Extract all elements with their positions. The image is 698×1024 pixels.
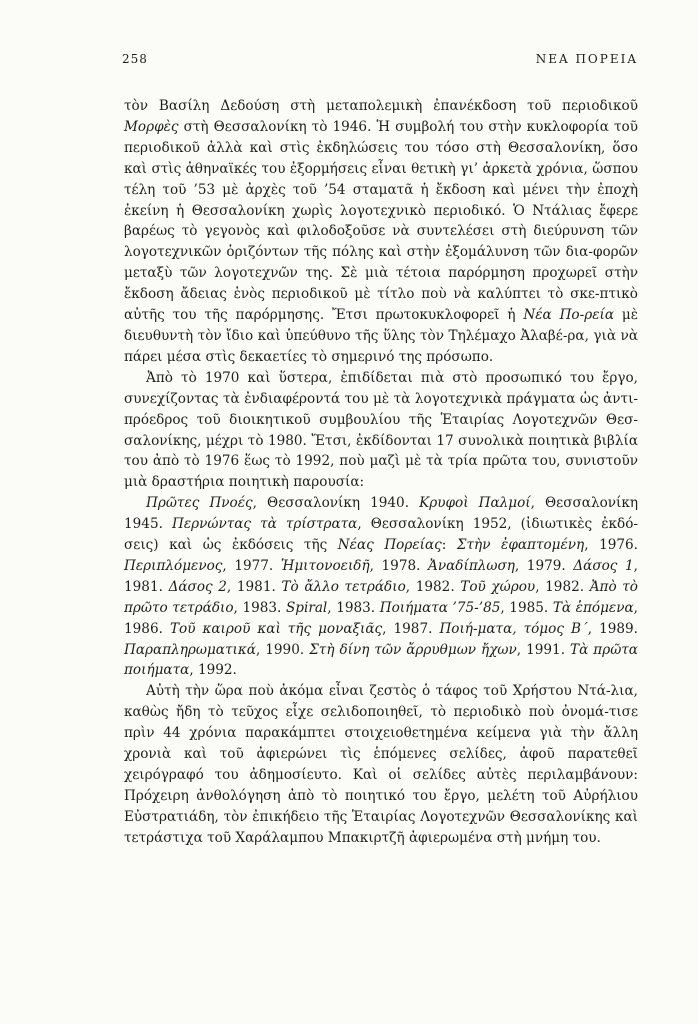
book-details: , Θεσσαλονίκη 1952, (ἰδιωτικὲς ἐκδό-σεις) καὶ ὡς ἐκδόσεις τῆς bbox=[124, 516, 638, 554]
book-details: , 1992. bbox=[189, 662, 237, 679]
paragraph-1-text-c: μὲ διευθυντὴ τὸν ἴδιο καὶ ὑπεύθυνο τῆς ὕλης τὸν Τηλέμαχο Ἀλαβέ-ρα, γιὰ νὰ πάρει μέσα στὶς δεκαετίες τὸ σημερινό της πρόσωπο. bbox=[124, 307, 638, 365]
book-title: Ἡμιτονοειδῆ bbox=[280, 557, 370, 574]
book-title: Ποιή-ματα, τόμος Β΄ bbox=[439, 620, 588, 637]
book-title: Spiral bbox=[285, 599, 328, 616]
book-details: , 1979. bbox=[514, 557, 574, 574]
book-title: Στὴν ἐφαπτομένη bbox=[456, 537, 585, 554]
book-details: , 1986. bbox=[124, 599, 638, 637]
book-details: , 1985. bbox=[500, 599, 553, 616]
book-title: Στὴ δίνη τῶν ἄρρυθμων ἤχων bbox=[309, 641, 517, 658]
body-text bbox=[124, 96, 638, 849]
book-details: , Θεσσαλονίκη 1945. bbox=[124, 495, 638, 533]
book-details: , 1983. bbox=[327, 599, 380, 616]
paragraph-1-title-morfes: Μορφὲς bbox=[124, 118, 179, 135]
paragraph-1 bbox=[124, 96, 638, 368]
book-title: Τοῦ χώρου bbox=[460, 578, 536, 595]
book-details: , 1982. bbox=[535, 578, 590, 595]
book-title: Τὰ πρῶτα ποιήματα bbox=[124, 641, 638, 679]
book-details: , Θεσσαλονίκη 1940. bbox=[252, 495, 420, 512]
book-details: , 1982. bbox=[405, 578, 461, 595]
book-details: , 1983. bbox=[233, 599, 286, 616]
paragraph-3: Αὐτὴ τὴν ὥρα ποὺ ἀκόμα εἶναι ζεστὸς ὁ τάφος τοῦ Χρήστου Ντά-λια, καθὼς ἤδη τὸ τεῦχος εἶχε σελιδοποιηθεῖ, τὸ περιοδικὸ ποὺ ὀνομά-τισε πρὶν 44 χρόνια παρακάμπτει στοιχειοθετημένα κείμενα γιὰ τὴν ἄλλη χρονιὰ καὶ τοῦ ἀφιερώνει τὶς ἑπόμενες σελίδες, ἀφοῦ παρατεθεῖ χειρόγραφό του ἀδημοσίευτο. Καὶ οἱ σελίδες αὐτὲς περιλαμβάνουν: Πρόχειρη ἀνθολόγηση ἀπὸ τὸ ποιητικό του ἔργο, μελέτη τοῦ Αὐρήλιου Εὐστρατιάδη, τὸν ἐπικήδειο τῆς Ἑταιρίας Λογοτεχνῶν Θεσσαλονίκης καὶ τετράστιχα τοῦ Χαράλαμπου Μπακιρτζῆ ἀφιερωμένα στὴ μνήμη του. bbox=[124, 683, 638, 846]
paragraph-1-text-a: τὸν Βασίλη Δεδούση στὴ μεταπολεμικὴ ἐπανέκδοση τοῦ περιοδικοῦ bbox=[124, 98, 638, 114]
paragraph-1-title-nea-poreia: Νέα Πο-ρεία bbox=[523, 307, 615, 324]
book-title: Ἀναδίπλωση bbox=[428, 557, 515, 574]
book-details: , 1989. bbox=[587, 620, 638, 637]
book-title: Δάσος 2 bbox=[168, 578, 227, 595]
book-title: Ποιήματα ’75-’85 bbox=[379, 599, 501, 616]
book-details: , 1991. bbox=[516, 641, 571, 658]
book-details: , 1976. bbox=[584, 537, 638, 554]
paragraph-2: Ἀπὸ τὸ 1970 καὶ ὕστερα, ἐπιδίδεται πιὰ στὸ προσωπικό του ἔργο, συνεχίζοντας τὰ ἐνδιαφέροντά του μὲ τὰ λογοτεχνικὰ πράγματα ὡς ἀντι-πρόεδρος τοῦ διοικητικοῦ συμβουλίου τῆς Ἑταιρίας Λογοτεχνῶν Θεσ-σαλονίκης, μέχρι τὸ 1980. Ἔτσι, ἐκδίδονται 17 συνολικὰ ποιητικὰ βιβλία του ἀπὸ τὸ 1976 ἕως τὸ 1992, ποὺ μαζὶ μὲ τὰ τρία πρῶτα του, συνιστοῦν μιὰ δραστήρια ποιητικὴ παρουσία: bbox=[124, 369, 638, 491]
book-details: : bbox=[441, 537, 457, 554]
running-head bbox=[122, 52, 638, 72]
book-title: Περιπλόμενος bbox=[124, 557, 223, 574]
journal-title-inline: Νέας Πορείας bbox=[337, 537, 442, 554]
book-title: Τὸ ἄλλο τετράδιο bbox=[281, 578, 406, 595]
book-title: Κρυφοὶ Παλμοί bbox=[419, 495, 531, 512]
book-title: Περνώντας τὰ τρίστρατα bbox=[171, 516, 358, 533]
book-details: , 1990. bbox=[255, 641, 310, 658]
book-title: Δάσος 1 bbox=[573, 557, 634, 574]
book-details: , 1978. bbox=[369, 557, 429, 574]
book-title: Ἀπὸ τὸ πρῶτο τετράδιο bbox=[124, 578, 638, 616]
book-title: Τοῦ καιροῦ καὶ τῆς μοναξιᾶς bbox=[169, 620, 383, 637]
book-details: , 1981. bbox=[226, 578, 282, 595]
book-details: , 1987. bbox=[382, 620, 440, 637]
book-title: Τὰ ἑπόμενα bbox=[552, 599, 634, 616]
book-details: , 1981. bbox=[124, 557, 638, 595]
journal-title: ΝΕΑ ΠΟΡΕΙΑ bbox=[535, 52, 638, 66]
page-number: 258 bbox=[122, 52, 148, 66]
book-title: Παραπληρωματικά bbox=[124, 641, 256, 658]
bibliography-list bbox=[124, 493, 638, 681]
paragraph-1-text-b: στὴ Θεσσαλονίκη τὸ 1946. Ἡ συμβολή του στὴν κυκλοφορία τοῦ περιοδικοῦ ἀλλὰ καὶ στὶς ἐκδηλώσεις του τόσο στὴ Θεσσαλονίκη, ὅσο καὶ στὶς ἀθηναϊκές του ἐξορμήσεις εἶναι θετικὴ γι’ ἀρκετὰ χρόνια, ὥσπου τέλη τοῦ ’53 μὲ ἀρχὲς τοῦ ’54 σταματᾶ ἡ ἔκδοση καὶ μένει τὴν ἐποχὴ ἐκείνη ἡ Θεσσαλονίκη χωρὶς λογοτεχνικὸ περιοδικό. Ὁ Ντάλιας ἔφερε βαρέως τὸ γεγονὸς καὶ φιλοδοξοῦσε νὰ συντελέσει στὴ διεύρυνση τῶν λογοτεχνικῶν ὁριζόντων τῆς πόλης καὶ στὴν ἐξομάλυνση τῶν δια-φορῶν μεταξὺ τῶν λογοτεχνῶν της. Σὲ μιὰ τέτοια παρόρμηση προχωρεῖ στὴν ἔκδοση ἄδειας ἑνὸς περιοδικοῦ μὲ τίτλο ποὺ νὰ καλύπτει τὸ σκε-πτικὸ αὐτῆς του τῆς παρόρμησης. Ἔτσι πρωτοκυκλοφορεῖ ἡ bbox=[124, 118, 638, 324]
book-details: , 1977. bbox=[222, 557, 281, 574]
book-title: Πρῶτες Πνοές bbox=[146, 495, 253, 512]
